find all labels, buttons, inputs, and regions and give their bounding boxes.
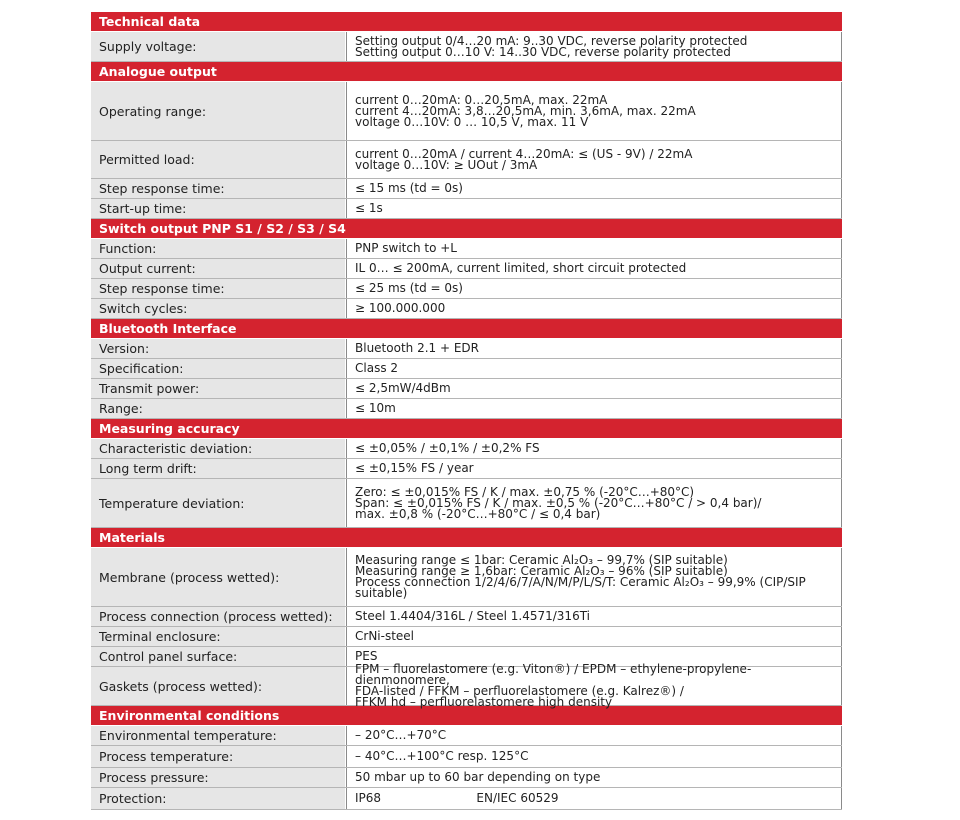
spec-row (91, 239, 842, 259)
spec-label: Version: (91, 339, 346, 358)
spec-value-line: ≤ ±0,05% / ±0,1% / ±0,2% FS (355, 441, 540, 455)
spec-value (346, 179, 842, 198)
spec-value (346, 259, 842, 278)
spec-value-line: Setting output 0/4…20 mA: 9..30 VDC, reverse polarity protected (355, 33, 748, 48)
spec-row (91, 662, 842, 709)
spec-row (91, 299, 842, 319)
spec-label: Switch cycles: (91, 299, 346, 318)
section (91, 12, 842, 62)
spec-row (91, 726, 842, 746)
spec-label: Range: (91, 399, 346, 418)
section-title: Switch output PNP S1 / S2 / S3 / S4 (91, 219, 842, 239)
spec-value-line: FDA-listed / FFKM – perfluorelastomere (e.g. Kalrez®) / (355, 684, 684, 698)
spec-row (91, 746, 842, 768)
spec-label: Operating range: (91, 82, 346, 140)
spec-value-line: Measuring range ≤ 1bar: Ceramic Al₂O₃ – 99,7% (SIP suitable) (355, 553, 728, 567)
spec-value-line: current 0…20mA: 0…20,5mA, max. 22mA (355, 92, 608, 107)
spec-value (346, 746, 842, 767)
spec-value-line: Setting output 0…10 V: 14..30 VDC, reverse polarity protected (355, 44, 731, 59)
spec-row (91, 399, 842, 419)
spec-label: Function: (91, 239, 346, 258)
spec-value (346, 662, 842, 709)
spec-value (346, 82, 842, 140)
spec-label: Control panel surface: (91, 647, 346, 666)
spec-row (91, 82, 842, 141)
section-title: Analogue output (91, 62, 842, 82)
spec-row (91, 359, 842, 379)
spec-row (91, 379, 842, 399)
spec-value-line: FPM – fluorelastomere (e.g. Viton®) / EPDM – ethylene-propylene-dienmonomere, (355, 662, 752, 687)
spec-value-line: ≤ ±0,15% FS / year (355, 461, 474, 475)
spec-value-line: max. ±0,8 % (-20°C…+80°C / ≤ 0,4 bar) (355, 506, 601, 521)
spec-value-line: Measuring range ≥ 1,6bar: Ceramic Al₂O₃ – 96% (SIP suitable) (355, 564, 728, 578)
spec-value (346, 439, 842, 458)
section-title: Technical data (91, 12, 842, 32)
spec-row (91, 199, 842, 219)
spec-value-line: voltage 0…10V: 0 … 10,5 V, max. 11 V (355, 114, 589, 129)
spec-row (91, 439, 842, 459)
spec-row (91, 279, 842, 299)
spec-value-line: IL 0… ≤ 200mA, current limited, short circuit protected (355, 261, 687, 275)
section-title: Materials (91, 528, 842, 548)
spec-row (91, 259, 842, 279)
spec-value (346, 239, 842, 258)
spec-label: Start-up time: (91, 199, 346, 218)
spec-row (91, 627, 842, 647)
spec-value (346, 726, 842, 745)
spec-value-line: ≤ 1s (355, 201, 383, 215)
spec-value (346, 399, 842, 418)
spec-label: Process temperature: (91, 746, 346, 767)
spec-value-line: ≤ 2,5mW/4dBm (355, 381, 451, 395)
section (91, 62, 842, 219)
spec-label: Specification: (91, 359, 346, 378)
spec-value-line: Span: ≤ ±0,015% FS / K / max. ±0,5 % (-20°C…+80°C / > 0,4 bar)/ (355, 495, 762, 510)
spec-label: Long term drift: (91, 459, 346, 478)
spec-row (91, 459, 842, 479)
spec-label: Output current: (91, 259, 346, 278)
spec-row (91, 479, 842, 528)
spec-value-line: suitable) (355, 586, 408, 600)
spec-value-line: ≤ 15 ms (td = 0s) (355, 181, 463, 195)
spec-label: Transmit power: (91, 379, 346, 398)
spec-value-line: Class 2 (355, 361, 399, 375)
spec-value-line: current 4…20mA: 3,8…20,5mA, min. 3,6mA, max. 22mA (355, 103, 696, 118)
spec-value (346, 768, 842, 787)
spec-value-line: Bluetooth 2.1 + EDR (355, 341, 479, 355)
spec-value (346, 607, 842, 626)
spec-row (91, 768, 842, 788)
spec-value (346, 459, 842, 478)
section-title: Bluetooth Interface (91, 319, 842, 339)
spec-value-line: Zero: ≤ ±0,015% FS / K / max. ±0,75 % (-20°C…+80°C) (355, 484, 695, 499)
spec-value-line: – 20°C…+70°C (355, 728, 447, 742)
section (91, 528, 842, 709)
section-title: Environmental conditions (91, 706, 842, 726)
section (91, 219, 842, 319)
spec-value-line: ≤ 10m (355, 401, 396, 415)
spec-label: Environmental temperature: (91, 726, 346, 745)
spec-value-line: – 40°C…+100°C resp. 125°C (355, 749, 529, 763)
spec-row (91, 141, 842, 179)
spec-value-line: ≥ 100.000.000 (355, 301, 446, 315)
spec-value-line: Process connection 1/2/4/6/7/A/N/M/P/L/S/T: Ceramic Al₂O₃ – 99,9% (CIP/SIP (355, 575, 806, 589)
spec-label: Process connection (process wetted): (91, 607, 346, 626)
spec-row (91, 339, 842, 359)
spec-value-line: CrNi-steel (355, 629, 415, 643)
spec-value (346, 32, 842, 61)
spec-label: Supply voltage: (91, 32, 346, 61)
spec-value-line: IP68 EN/IEC 60529 (355, 791, 559, 805)
spec-value (346, 627, 842, 646)
spec-row (91, 788, 842, 810)
section (91, 419, 842, 528)
spec-value-line: FFKM hd – perfluorelastomere high density (355, 695, 613, 709)
spec-value-line: voltage 0…10V: ≥ UOut / 3mA (355, 157, 538, 172)
spec-value (346, 199, 842, 218)
spec-value (346, 379, 842, 398)
section (91, 706, 842, 810)
spec-value (346, 141, 842, 178)
spec-value-line: Steel 1.4404/316L / Steel 1.4571/316Ti (355, 609, 590, 623)
spec-label: Protection: (91, 788, 346, 809)
spec-row (91, 179, 842, 199)
technical-data-sheet (91, 12, 842, 810)
spec-value-line: current 0…20mA / current 4…20mA: ≤ (US - 9V) / 22mA (355, 146, 693, 161)
spec-label: Terminal enclosure: (91, 627, 346, 646)
spec-label: Permitted load: (91, 141, 346, 178)
spec-label: Process pressure: (91, 768, 346, 787)
spec-row (91, 548, 842, 607)
section (91, 319, 842, 419)
spec-value-line: 50 mbar up to 60 bar depending on type (355, 770, 601, 784)
spec-value-line: PNP switch to +L (355, 241, 457, 255)
spec-label: Membrane (process wetted): (91, 548, 346, 606)
spec-label: Gaskets (process wetted): (91, 667, 346, 705)
spec-value-line: ≤ 25 ms (td = 0s) (355, 281, 463, 295)
spec-value (346, 279, 842, 298)
spec-label: Characteristic deviation: (91, 439, 346, 458)
spec-value (346, 299, 842, 318)
spec-label: Step response time: (91, 279, 346, 298)
spec-label: Step response time: (91, 179, 346, 198)
spec-value-line: PES (355, 649, 378, 663)
spec-row (91, 607, 842, 627)
spec-value (346, 548, 842, 606)
spec-value (346, 359, 842, 378)
spec-row (91, 32, 842, 62)
spec-value (346, 788, 842, 809)
spec-value (346, 479, 842, 527)
spec-value (346, 339, 842, 358)
section-title: Measuring accuracy (91, 419, 842, 439)
spec-label: Temperature deviation: (91, 479, 346, 527)
